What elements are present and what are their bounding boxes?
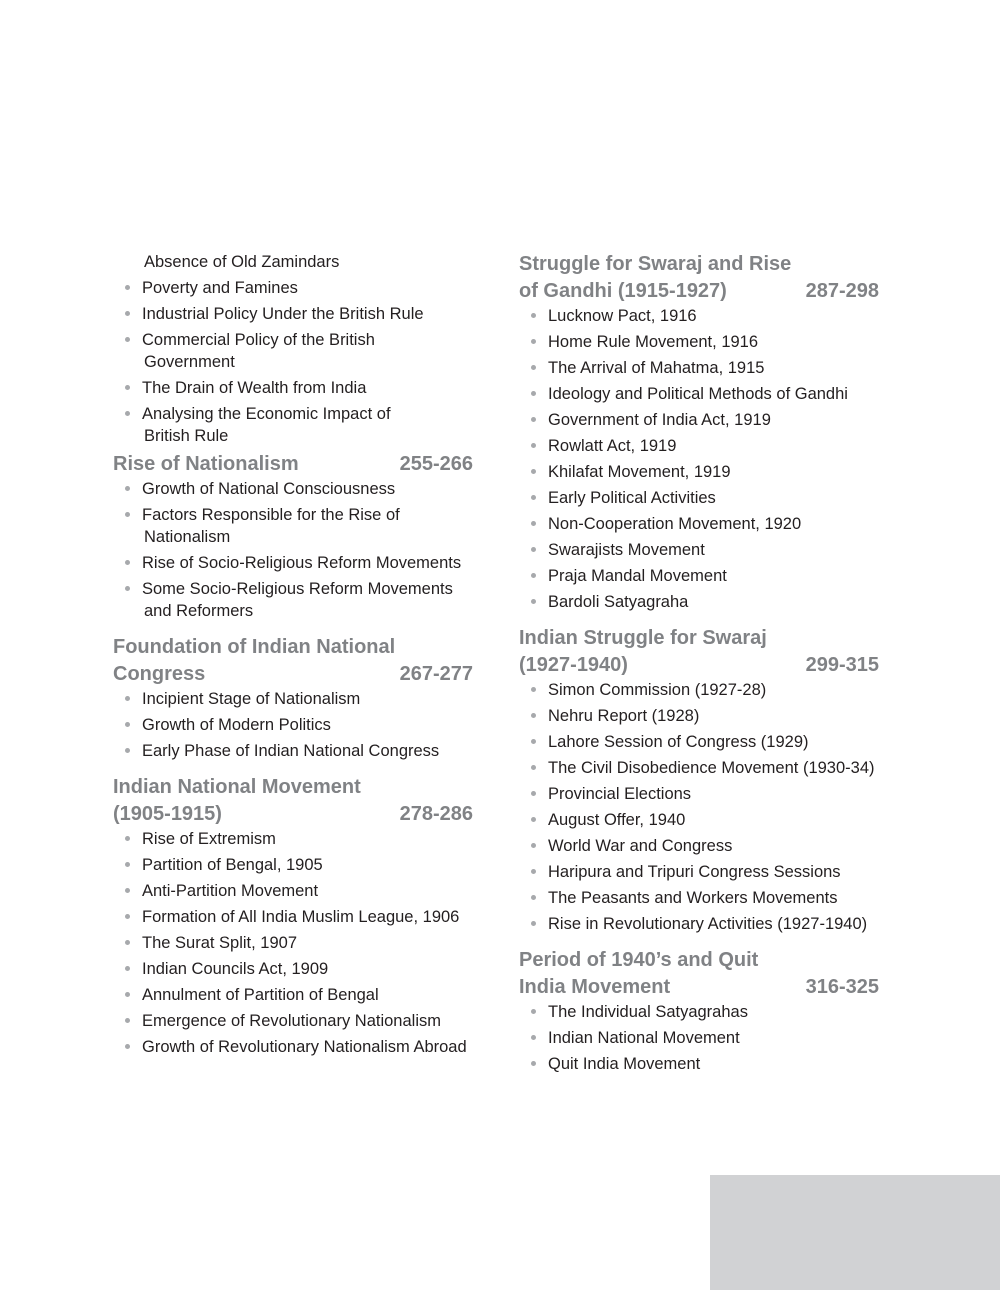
right-sections [519,251,887,1075]
page-corner-tab [710,1175,1000,1290]
section-title: Congress [113,663,206,685]
bullet-icon [125,512,130,517]
toc-item [519,783,887,805]
toc-item-text: Rise in Revolutionary Activities (1927-1940) [548,915,868,933]
toc-item [519,513,887,535]
section-heading [519,251,887,305]
bullet-icon [531,495,536,500]
bullet-icon [531,313,536,318]
toc-item [519,757,887,779]
bullet-icon [531,791,536,796]
section-page-range: 316-325 [805,976,879,998]
bullet-icon [531,339,536,344]
left-sections [113,451,481,1058]
toc-item [113,828,481,850]
section-page-range: 267-277 [399,663,473,685]
toc-item-text: Khilafat Movement, 1919 [548,463,731,481]
bullet-icon [531,417,536,422]
bullet-icon [531,843,536,848]
toc-item-text: Indian Councils Act, 1909 [142,960,329,978]
toc-item [113,578,481,622]
toc-item [113,478,481,500]
bullet-icon [125,836,130,841]
toc-section [113,451,481,622]
toc-item-text: Factors Responsible for the Rise of [142,506,400,524]
toc-item-text-continued: Government [144,353,235,371]
toc-item [519,331,887,353]
toc-item-text: Annulment of Partition of Bengal [142,986,379,1004]
toc-item-text: Provincial Elections [548,785,692,803]
section-title: Indian National Movement [113,776,361,798]
section-heading [113,451,481,478]
bullet-icon [125,992,130,997]
bullet-icon [531,365,536,370]
left-column [113,251,481,1070]
continued-items [113,277,481,447]
toc-item [113,714,481,736]
toc-item-text: Home Rule Movement, 1916 [548,333,759,351]
section-title: Indian Struggle for Swaraj [519,627,767,649]
toc-item-text: The Individual Satyagrahas [548,1003,748,1021]
bullet-icon [125,966,130,971]
toc-item-text: Nehru Report (1928) [548,707,700,725]
bullet-icon [125,1044,130,1049]
section-heading [113,774,481,828]
section-title: Period of 1940’s and Quit [519,949,759,971]
toc-item-text: Praja Mandal Movement [548,567,727,585]
toc-item-text: Lahore Session of Congress (1929) [548,733,809,751]
toc-item-text: Growth of Revolutionary Nationalism Abroad [142,1038,467,1056]
toc-item-text: Simon Commission (1927-28) [548,681,767,699]
toc-item [113,1010,481,1032]
section-title: Foundation of Indian National [113,636,396,658]
continued-list [113,251,481,447]
toc-item [113,984,481,1006]
toc-item [519,435,887,457]
section-title: of Gandhi (1915-1927) [519,280,727,302]
toc-item-text: Some Socio-Religious Reform Movements [142,580,453,598]
toc-item-text: Commercial Policy of the British [142,331,375,349]
toc-item-text: Bardoli Satyagraha [548,593,689,611]
bullet-icon [531,687,536,692]
toc-section [519,947,887,1075]
toc-item-text-continued: and Reformers [144,602,254,620]
bullet-icon [125,940,130,945]
toc-item-text: Rise of Extremism [142,830,276,848]
toc-item [113,906,481,928]
toc-item-text: Analysing the Economic Impact of [142,405,391,423]
toc-item-text: Incipient Stage of Nationalism [142,690,361,708]
toc-item-text: The Peasants and Workers Movements [548,889,838,907]
bullet-icon [125,1018,130,1023]
section-page-range: 287-298 [805,280,879,302]
section-heading [113,634,481,688]
toc-item [519,591,887,613]
bullet-icon [125,748,130,753]
section-title: India Movement [519,976,671,998]
toc-item [519,731,887,753]
bullet-icon [531,817,536,822]
bullet-icon [125,722,130,727]
section-items [113,478,481,622]
right-column [519,251,887,1087]
bullet-icon [531,573,536,578]
toc-item [519,835,887,857]
toc-item-text: Poverty and Famines [142,279,298,297]
section-title: Struggle for Swaraj and Rise [519,253,792,275]
section-items [113,688,481,762]
toc-item [519,679,887,701]
toc-item [519,409,887,431]
toc-item-text: Rowlatt Act, 1919 [548,437,677,455]
toc-item [519,1053,887,1075]
toc-item [519,565,887,587]
toc-item-text: Partition of Bengal, 1905 [142,856,323,874]
bullet-icon [125,696,130,701]
bullet-icon [531,1061,536,1066]
toc-item [519,539,887,561]
toc-section [519,625,887,935]
section-page-range: 255-266 [399,453,473,475]
section-title: (1927-1940) [519,654,628,676]
bullet-icon [531,1035,536,1040]
toc-item [519,487,887,509]
toc-item [519,461,887,483]
bullet-icon [531,713,536,718]
toc-item-text: Ideology and Political Methods of Gandhi [548,385,848,403]
section-items [519,305,887,613]
toc-section [113,774,481,1058]
toc-item [519,887,887,909]
bullet-icon [125,385,130,390]
section-heading [519,947,887,1001]
bullet-icon [531,921,536,926]
toc-item [519,383,887,405]
section-page-range: 278-286 [399,803,473,825]
toc-item [113,552,481,574]
toc-item [519,705,887,727]
toc-item [519,913,887,935]
toc-item-text: Indian National Movement [548,1029,740,1047]
section-items [113,828,481,1058]
toc-item-text: Non-Cooperation Movement, 1920 [548,515,802,533]
bullet-icon [125,486,130,491]
toc-item [113,277,481,299]
toc-item-text: Swarajists Movement [548,541,705,559]
toc-item-text: The Surat Split, 1907 [142,934,298,952]
bullet-icon [531,739,536,744]
toc-item-text: The Arrival of Mahatma, 1915 [548,359,765,377]
bullet-icon [125,285,130,290]
bullet-icon [125,560,130,565]
section-title: (1905-1915) [113,803,222,825]
toc-item [519,1027,887,1049]
bullet-icon [531,869,536,874]
toc-item-text: Emergence of Revolutionary Nationalism [142,1012,441,1030]
bullet-icon [125,888,130,893]
toc-item [113,932,481,954]
bullet-icon [125,914,130,919]
toc-item [113,403,481,447]
toc-item-text: August Offer, 1940 [548,811,686,829]
toc-item-text: Growth of Modern Politics [142,716,331,734]
toc-item-text: Formation of All India Muslim League, 1906 [142,908,460,926]
toc-item-text-continued: Nationalism [144,528,231,546]
toc-item [519,357,887,379]
bullet-icon [531,547,536,552]
toc-item [113,329,481,373]
toc-section [113,634,481,762]
toc-item-text: Rise of Socio-Religious Reform Movements [142,554,462,572]
bullet-icon [531,391,536,396]
toc-item [113,303,481,325]
toc-item [113,740,481,762]
toc-item-text: Growth of National Consciousness [142,480,396,498]
bullet-icon [125,311,130,316]
continued-text: Absence of Old Zamindars [144,253,340,271]
toc-item [113,1036,481,1058]
toc-item [113,688,481,710]
toc-item [113,854,481,876]
toc-item-text: The Civil Disobedience Movement (1930-34) [548,759,875,777]
toc-item [113,958,481,980]
bullet-icon [125,411,130,416]
toc-item [113,504,481,548]
bullet-icon [531,895,536,900]
toc-item-text: The Drain of Wealth from India [142,379,367,397]
section-items [519,679,887,935]
toc-item-text: Early Phase of Indian National Congress [142,742,440,760]
toc-item-text: Industrial Policy Under the British Rule [142,305,424,323]
toc-item [519,1001,887,1023]
bullet-icon [125,337,130,342]
bullet-icon [531,521,536,526]
toc-item [519,861,887,883]
toc-item-text: Anti-Partition Movement [142,882,319,900]
bullet-icon [531,599,536,604]
bullet-icon [531,443,536,448]
section-page-range: 299-315 [805,654,879,676]
bullet-icon [531,469,536,474]
toc-item [113,880,481,902]
toc-item-text: Quit India Movement [548,1055,701,1073]
toc-item [519,809,887,831]
section-items [519,1001,887,1075]
toc-item-text: Government of India Act, 1919 [548,411,771,429]
toc-item-text: World War and Congress [548,837,733,855]
toc-item-text-continued: British Rule [144,427,229,445]
toc-item [113,377,481,399]
bullet-icon [531,1009,536,1014]
section-title: Rise of Nationalism [113,453,299,475]
toc-item-text: Early Political Activities [548,489,716,507]
bullet-icon [531,765,536,770]
toc-section [519,251,887,613]
bullet-icon [125,862,130,867]
toc-item-text: Lucknow Pact, 1916 [548,307,697,325]
bullet-icon [125,586,130,591]
toc-item [519,305,887,327]
section-heading [519,625,887,679]
toc-item-text: Haripura and Tripuri Congress Sessions [548,863,841,881]
